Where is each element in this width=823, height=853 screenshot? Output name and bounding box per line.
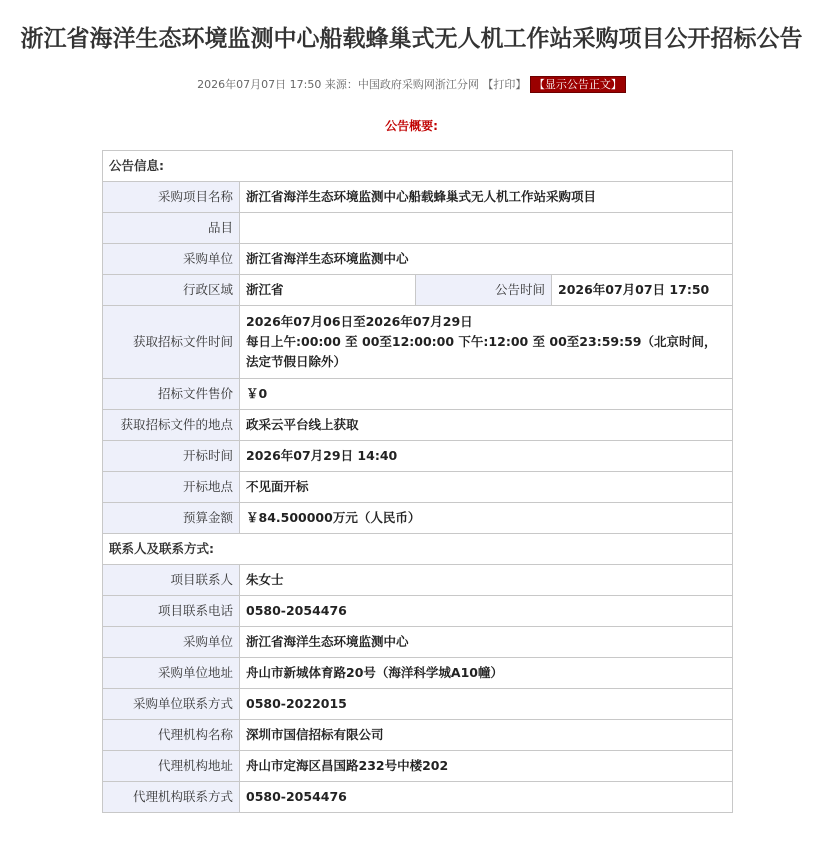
field-label: 项目联系人 [103, 565, 240, 596]
region-value: 浙江省 [240, 275, 416, 306]
table-row [103, 782, 733, 813]
table-row [103, 151, 733, 182]
table-row [103, 751, 733, 782]
table-row [103, 275, 733, 306]
field-label: 项目联系电话 [103, 596, 240, 627]
doc-price-value: ￥0 [240, 379, 733, 410]
budget-value: ￥84.500000万元（人民币） [240, 503, 733, 534]
field-label: 行政区域 [103, 275, 240, 306]
bid-open-time-value: 2026年07月29日 14:40 [240, 441, 733, 472]
field-label: 开标地点 [103, 472, 240, 503]
table-row [103, 472, 733, 503]
table-row [103, 182, 733, 213]
field-label: 开标时间 [103, 441, 240, 472]
agency-phone-value: 0580-2054476 [240, 782, 733, 813]
project-name-value: 浙江省海洋生态环境监测中心船载蜂巢式无人机工作站采购项目 [240, 182, 733, 213]
notice-summary-table [102, 150, 733, 813]
agency-name-value: 深圳市国信招标有限公司 [240, 720, 733, 751]
show-notice-button[interactable]: 【显示公告正文】 [530, 76, 626, 93]
field-label: 获取招标文件时间 [103, 306, 240, 379]
table-row [103, 503, 733, 534]
project-contact-value: 朱女士 [240, 565, 733, 596]
field-label: 采购项目名称 [103, 182, 240, 213]
project-phone-value: 0580-2054476 [240, 596, 733, 627]
table-row [103, 720, 733, 751]
field-label: 采购单位 [103, 244, 240, 275]
field-label: 采购单位地址 [103, 658, 240, 689]
table-row [103, 627, 733, 658]
table-row [103, 213, 733, 244]
page-title: 浙江省海洋生态环境监测中心船载蜂巢式无人机工作站采购项目公开招标公告 [20, 26, 803, 52]
table-row [103, 534, 733, 565]
table-row [103, 441, 733, 472]
table-row [103, 379, 733, 410]
purchaser-address-value: 舟山市新城体育路20号（海洋科学城A10幢） [240, 658, 733, 689]
field-label: 采购单位 [103, 627, 240, 658]
field-label: 获取招标文件的地点 [103, 410, 240, 441]
table-row [103, 244, 733, 275]
publish-time-value: 2026年07月07日 17:50 [552, 275, 733, 306]
meta-date-source: 2026年07月07日 17:50 来源：中国政府采购网浙江分网 [197, 78, 483, 91]
field-label: 代理机构地址 [103, 751, 240, 782]
table-row [103, 689, 733, 720]
field-label: 采购单位联系方式 [103, 689, 240, 720]
doc-time-dates: 2026年07月06日至2026年07月29日 [246, 314, 473, 329]
summary-heading: 公告概要: [385, 119, 438, 133]
table-row [103, 306, 733, 379]
field-label: 品目 [103, 213, 240, 244]
bid-open-place-value: 不见面开标 [240, 472, 733, 503]
field-label: 公告时间 [416, 275, 552, 306]
agency-address-value: 舟山市定海区昌国路232号中楼202 [240, 751, 733, 782]
purchaser-value: 浙江省海洋生态环境监测中心 [240, 244, 733, 275]
section-header-notice-info: 公告信息: [103, 151, 733, 182]
section-header-contact: 联系人及联系方式: [103, 534, 733, 565]
doc-place-value: 政采云平台线上获取 [240, 410, 733, 441]
purchaser-phone-value: 0580-2022015 [240, 689, 733, 720]
field-label: 预算金额 [103, 503, 240, 534]
item-value [240, 213, 733, 244]
notice-meta [0, 76, 823, 92]
table-row [103, 596, 733, 627]
contact-purchaser-value: 浙江省海洋生态环境监测中心 [240, 627, 733, 658]
doc-time-value [240, 306, 733, 379]
table-row [103, 565, 733, 596]
doc-time-hours: 每日上午:00:00 至 00至12:00:00 下午:12:00 至 00至23:59:59（北京时间，法定节假日除外） [246, 334, 717, 369]
print-link[interactable]: 【打印】 [482, 78, 527, 91]
table-row [103, 410, 733, 441]
field-label: 代理机构名称 [103, 720, 240, 751]
field-label: 招标文件售价 [103, 379, 240, 410]
field-label: 代理机构联系方式 [103, 782, 240, 813]
table-row [103, 658, 733, 689]
